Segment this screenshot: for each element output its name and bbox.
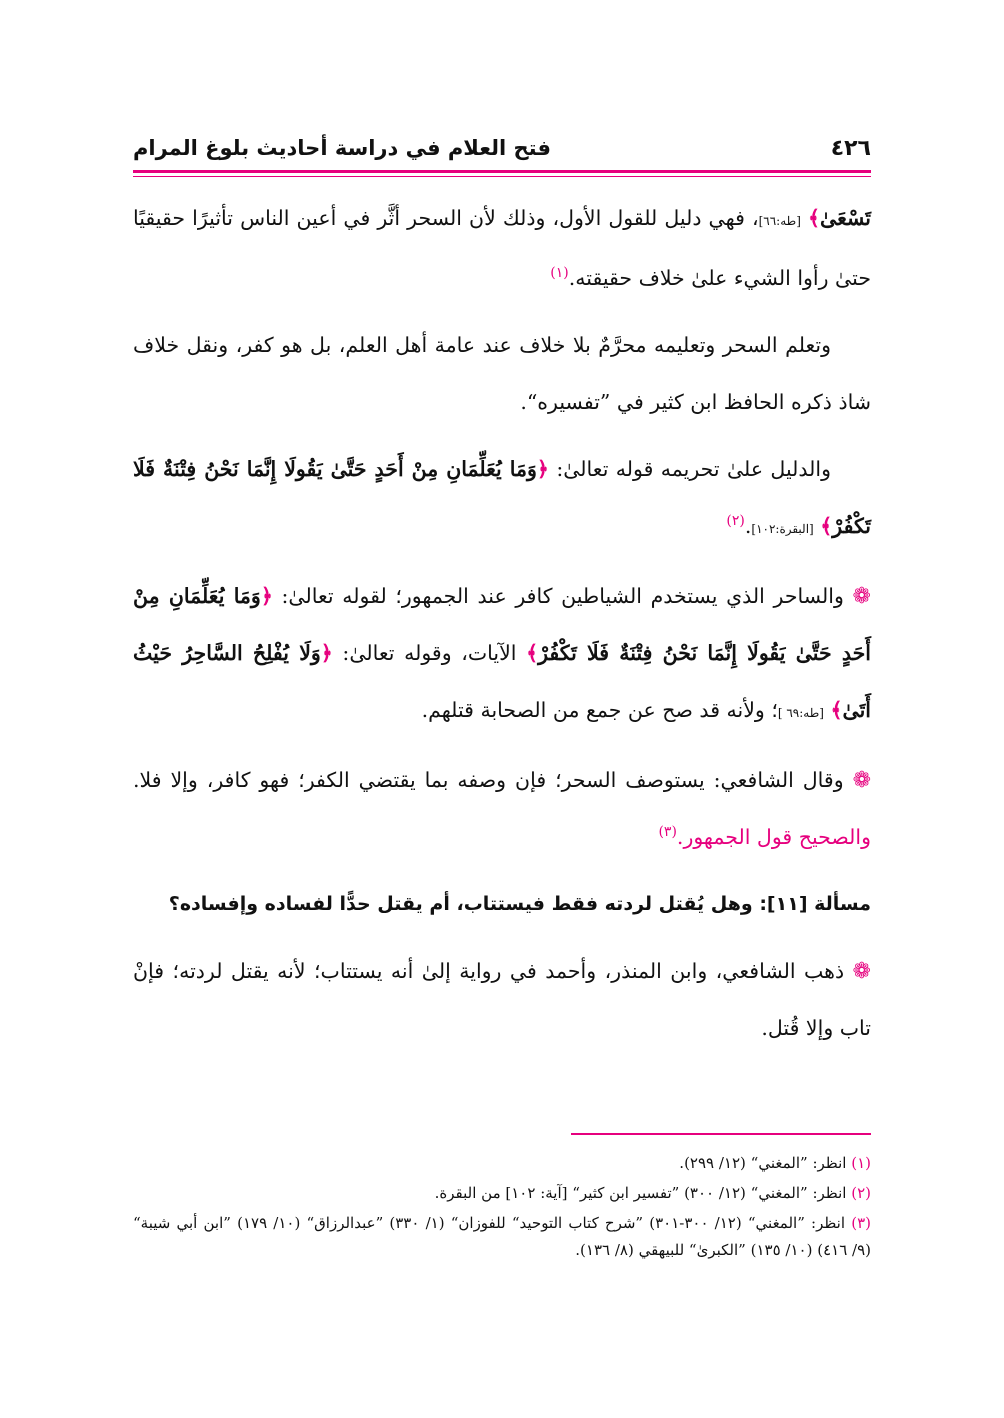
verse-close-bracket: ﴾ bbox=[526, 641, 539, 665]
footnote-marker: (٢) bbox=[726, 513, 745, 530]
paragraph-text: ذهب الشافعي، وابن المنذر، وأحمد في رواية إلىٰ أنه يستتاب؛ لأنه يقتل لردته؛ فإنْ تاب وإلا قُتل. bbox=[133, 959, 871, 1040]
verse-open-bracket: ﴿ bbox=[536, 457, 549, 481]
verse-close-bracket: ﴾ bbox=[820, 514, 833, 538]
footnote-text: انظر: ”المغني“ (١٢/ ٣٠٠-٣٠١) ”شرح كتاب التوحيد“ للفوزان“ (١/ ٣٣٠) ”عبدالرزاق“ (١٠/ ١٧٩) ”ابن أبي شيبة“ (٩/ ٤١٦) (١٠/ ١٣٥) ”الكبرىٰ“ للبيهقي (٨/ ١٣٦). bbox=[133, 1214, 871, 1259]
verse-reference: [طه:٦٩ ] bbox=[777, 706, 824, 720]
paragraph-4 bbox=[133, 568, 871, 742]
header-rule-thin bbox=[133, 176, 871, 177]
paragraph-3: والدليل علىٰ تحريمه قوله تعالىٰ: ﴿وَمَا يُعَلِّمَانِ مِنْ أَحَدٍ حَتَّىٰ يَقُولَا إِنَّمَا نَحْنُ فِتْنَةٌ فَلَا تَكْفُرْ﴾ [البقرة:١٠٢].$^{(٢)}$ bbox=[133, 457, 871, 538]
running-title: فتح العلام في دراسة أحاديث بلوغ المرام bbox=[133, 136, 551, 160]
quran-verse: وَمَا يُعَلِّمَانِ مِنْ أَحَدٍ حَتَّىٰ يَقُولَا إِنَّمَا نَحْنُ فِتْنَةٌ فَلَا تَكْفُرْ bbox=[133, 457, 871, 538]
page-number: ٤٢٦ bbox=[830, 135, 871, 161]
flower-bullet-icon: ❁ bbox=[852, 768, 871, 793]
paragraph-text: الآيات، وقوله تعالىٰ: bbox=[342, 641, 517, 665]
footnotes bbox=[133, 1150, 871, 1267]
page-header bbox=[133, 128, 871, 168]
paragraph-6 bbox=[133, 943, 871, 1057]
footnote-text: انظر: ”المغني“ (١٢/ ٢٩٩). bbox=[679, 1154, 847, 1172]
header-rule bbox=[133, 170, 871, 173]
footnote-number: (١) bbox=[851, 1154, 871, 1172]
footnote-marker: (٣) bbox=[658, 824, 677, 841]
main-text bbox=[133, 190, 871, 1067]
verse-open-bracket: ﴿ bbox=[320, 641, 333, 665]
paragraph-5 bbox=[133, 752, 871, 866]
footnote-text: انظر: ”المغني“ (١٢/ ٣٠٠) ”تفسير ابن كثير“ [آية: ١٠٢] من البقرة. bbox=[434, 1184, 847, 1202]
footnote-number: (٣) bbox=[851, 1214, 871, 1232]
flower-bullet-icon: ❁ bbox=[852, 959, 871, 984]
flower-bullet-icon: ❁ bbox=[852, 584, 871, 609]
footnote-number: (٢) bbox=[851, 1184, 871, 1202]
highlighted-ruling: والصحيح قول الجمهور. bbox=[676, 825, 871, 849]
verse-close-bracket: ﴾ bbox=[830, 698, 843, 722]
issue-heading: مسألة [١١]: وهل يُقتل لردته فقط فيستتاب، أم يقتل حدًّا لفساده وإفساده؟ bbox=[168, 893, 871, 915]
paragraph-1 bbox=[133, 190, 871, 307]
footnote bbox=[133, 1210, 871, 1264]
footnote-separator bbox=[571, 1133, 871, 1135]
verse-close-bracket: ﴾ bbox=[807, 206, 820, 230]
paragraph-text: والدليل علىٰ تحريمه قوله تعالىٰ: bbox=[556, 457, 831, 481]
quran-verse: تَسْعَىٰ bbox=[820, 206, 871, 230]
footnote bbox=[133, 1180, 871, 1207]
paragraph-text: ، فهي دليل للقول الأول، وذلك لأن السحر أثَّر في أعين الناس تأثيرًا حقيقيًا حتىٰ رأوا الشيء علىٰ خلاف حقيقته. bbox=[133, 206, 871, 290]
quran-verse: وَمَا يُعَلِّمَانِ مِنْ أَحَدٍ حَتَّىٰ يَقُولَا إِنَّمَا نَحْنُ فِتْنَةٌ فَلَا تَكْفُرْ bbox=[133, 584, 871, 665]
paragraph-text: ؛ ولأنه قد صح عن جمع من الصحابة قتلهم. bbox=[421, 698, 778, 722]
verse-reference: [طه:٦٦] bbox=[758, 214, 801, 228]
paragraph-text: وقال الشافعي: يستوصف السحر؛ فإن وصفه بما يقتضي الكفر؛ فهو كافر، وإلا فلا. bbox=[133, 768, 844, 792]
paragraph-text: والساحر الذي يستخدم الشياطين كافر عند الجمهور؛ لقوله تعالىٰ: bbox=[281, 584, 844, 608]
quran-verse: وَلَا يُفْلِحُ السَّاحِرُ حَيْثُ أَتَىٰ bbox=[133, 641, 871, 722]
footnote bbox=[133, 1150, 871, 1177]
footnote-marker: (١) bbox=[550, 265, 569, 282]
paragraph-2: وتعلم السحر وتعليمه محرَّمٌ بلا خلاف عند عامة أهل العلم، بل هو كفر، ونقل خلاف شاذ ذكره الحافظ ابن كثير في ”تفسيره“. bbox=[133, 333, 871, 414]
verse-open-bracket: ﴿ bbox=[260, 584, 273, 608]
verse-reference: [البقرة:١٠٢] bbox=[751, 522, 814, 536]
